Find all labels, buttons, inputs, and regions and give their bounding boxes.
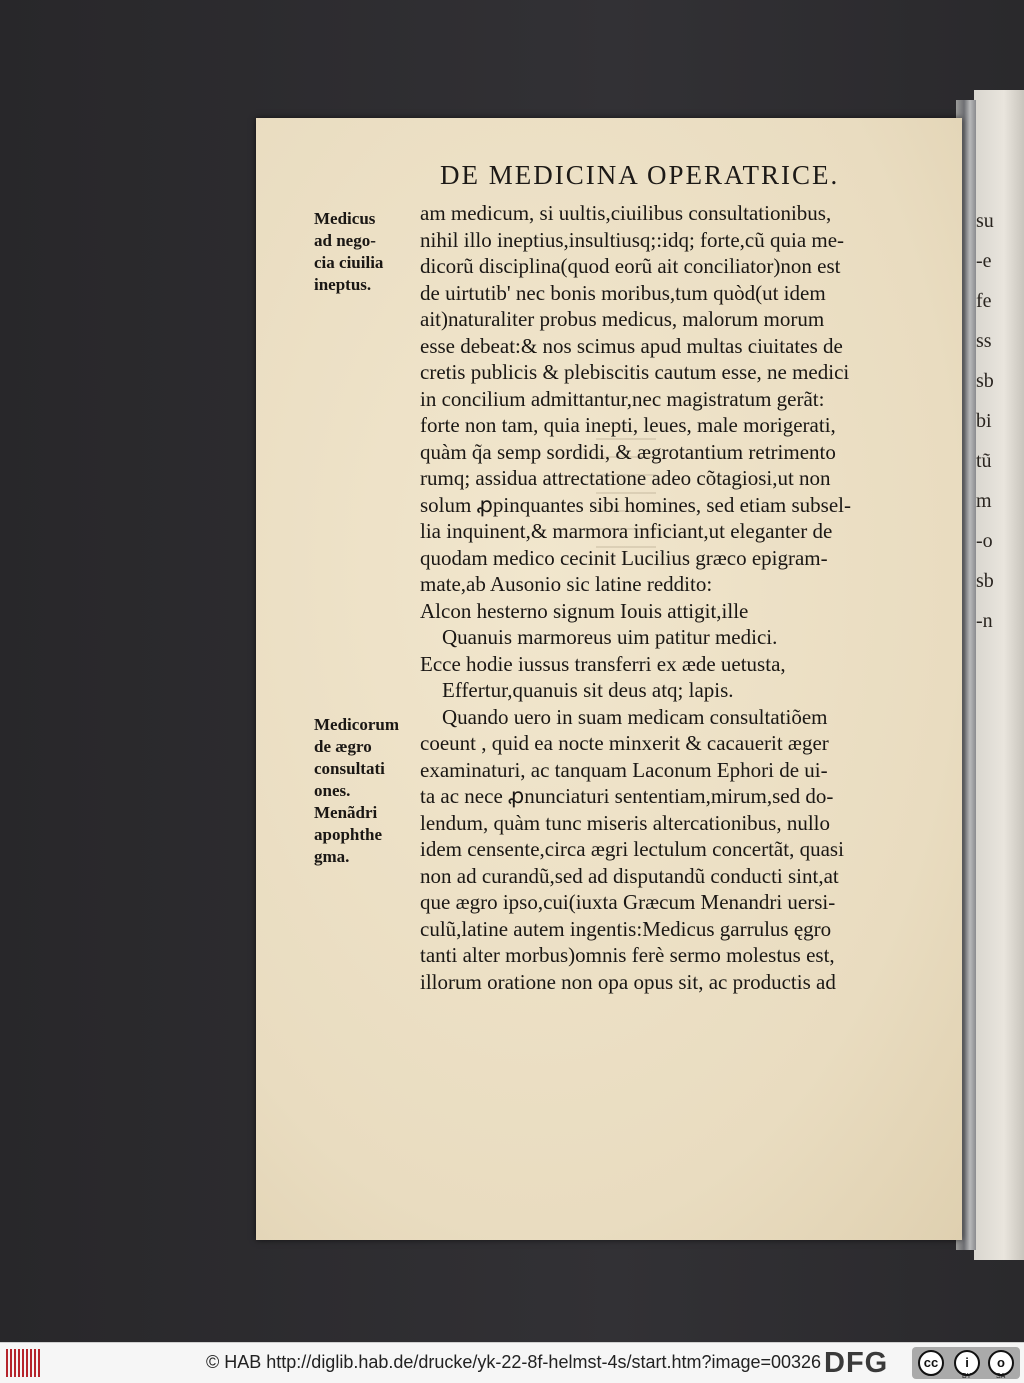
next-page-fragment: tũ xyxy=(976,450,992,472)
margin-note-medicorum xyxy=(314,714,418,868)
text-line: idem censente,circa ægri lectulum concertãt, quasi xyxy=(420,837,844,861)
text-line: dicorũ disciplina(quod eorũ ait conciliator)non est xyxy=(420,254,841,278)
text-line: nihil illo ineptius,insultiusq;:idq; forte,cũ quia me- xyxy=(420,227,845,252)
next-page-fragment: fe xyxy=(976,290,992,312)
text-line: am medicum, si uultis,ciuilibus consultationibus, xyxy=(420,201,832,225)
text-line: Alcon hesterno signum Iouis attigit,ille xyxy=(420,598,749,623)
next-page-edge xyxy=(974,90,1024,1260)
by-icon: i xyxy=(954,1350,980,1376)
running-header: DE MEDICINA OPERATRICE. xyxy=(440,160,840,190)
text-line: que ægro ipso,cui(iuxta Græcum Menandri uersi- xyxy=(420,890,836,914)
dfg-logo: DFG xyxy=(824,1347,889,1379)
next-page-fragment: sb xyxy=(976,570,994,592)
next-page-fragment: bi xyxy=(976,410,992,432)
text-line: Quando uero in suam medicam consultatiõem xyxy=(442,704,828,729)
margin-note-line: ones. xyxy=(314,781,351,800)
next-page-fragment: -e xyxy=(976,250,992,272)
sa-label: SA xyxy=(996,1373,1006,1380)
text-line: Effertur,quanuis sit deus atq; lapis. xyxy=(442,678,734,702)
margin-note-line: ad nego- xyxy=(314,231,376,250)
next-page-fragment: m xyxy=(976,490,992,512)
by-label: BY xyxy=(962,1373,972,1380)
next-page-fragment: ss xyxy=(976,330,992,352)
text-line: in concilium admittantur,nec magistratum gerãt: xyxy=(420,386,825,411)
next-page-fragment: -n xyxy=(976,610,993,632)
body-text xyxy=(420,200,940,995)
margin-note-line: apophthe xyxy=(314,825,383,844)
text-line: mate,ab Ausonio sic latine reddito: xyxy=(420,572,713,596)
text-line: illorum oratione non opa opus sit, ac productis ad xyxy=(420,969,836,994)
footer-bar xyxy=(0,1342,1024,1383)
hab-logo-icon xyxy=(6,1349,40,1377)
margin-note-line: gma. xyxy=(314,847,350,866)
margin-note-line: Medicorum xyxy=(314,715,399,734)
license-badge[interactable] xyxy=(912,1347,1020,1379)
sa-icon: o xyxy=(988,1350,1014,1376)
text-line: lia inquinent,& marmora inficiant,ut eleganter de xyxy=(420,519,833,543)
text-line: Ecce hodie iussus transferri ex æde uetusta, xyxy=(420,651,786,676)
text-line: esse debeat:& nos scimus apud multas ciuitates de xyxy=(420,333,843,358)
margin-note-medicus xyxy=(314,208,418,296)
cc-icon: cc xyxy=(918,1350,944,1376)
text-line: ta ac nece ꝓnunciaturi sententiam,mirum,sed do- xyxy=(420,784,834,808)
text-line: quodam medico cecinit Lucilius græco epigram- xyxy=(420,545,828,570)
text-line: non ad curandũ,sed ad disputandũ conducti sint,at xyxy=(420,863,839,888)
text-line: coeunt , quid ea nocte minxerit & cacauerit æger xyxy=(420,731,829,755)
text-line: cretis publicis & plebiscitis cautum esse, ne medici xyxy=(420,360,850,384)
text-line: lendum, quàm tunc miseris altercationibus, nullo xyxy=(420,810,831,835)
text-line: solum ꝓpinquantes sibi homines, sed etiam subsel- xyxy=(420,492,851,517)
margin-note-line: Menãdri xyxy=(314,803,378,822)
next-page-fragment: sb xyxy=(976,370,994,392)
next-page-fragment: -o xyxy=(976,530,993,552)
text-line: quàm q̃a semp sordidi, & ægrotantium retrimento xyxy=(420,439,836,464)
margin-note-line: consultati xyxy=(314,759,385,778)
copyright-link[interactable]: © HAB http://diglib.hab.de/drucke/yk-22-8f-helmst-4s/start.htm?image=00326 xyxy=(206,1352,822,1372)
text-line: de uirtutib' nec bonis moribus,tum quòd(ut idem xyxy=(420,280,826,305)
text-line: ait)naturaliter probus medicus, malorum morum xyxy=(420,307,825,331)
text-line: culũ,latine autem ingentis:Medicus garrulus ęgro xyxy=(420,916,832,941)
text-line: Quanuis marmoreus uim patitur medici. xyxy=(442,625,778,649)
margin-note-line: de ægro xyxy=(314,737,372,756)
margin-note-line: ineptus. xyxy=(314,275,372,294)
text-line: examinaturi, ac tanquam Laconum Ephori de ui- xyxy=(420,757,828,782)
text-line: rumq; assidua attrectatione adeo cõtagiosi,ut non xyxy=(420,466,831,490)
margin-note-line: cia ciuilia xyxy=(314,253,384,272)
next-page-fragment: su xyxy=(976,210,994,232)
margin-note-line: Medicus xyxy=(314,209,376,228)
text-line: forte non tam, quia inepti, leues, male morigerati, xyxy=(420,413,836,437)
text-line: tanti alter morbus)omnis ferè sermo molestus est, xyxy=(420,943,835,967)
